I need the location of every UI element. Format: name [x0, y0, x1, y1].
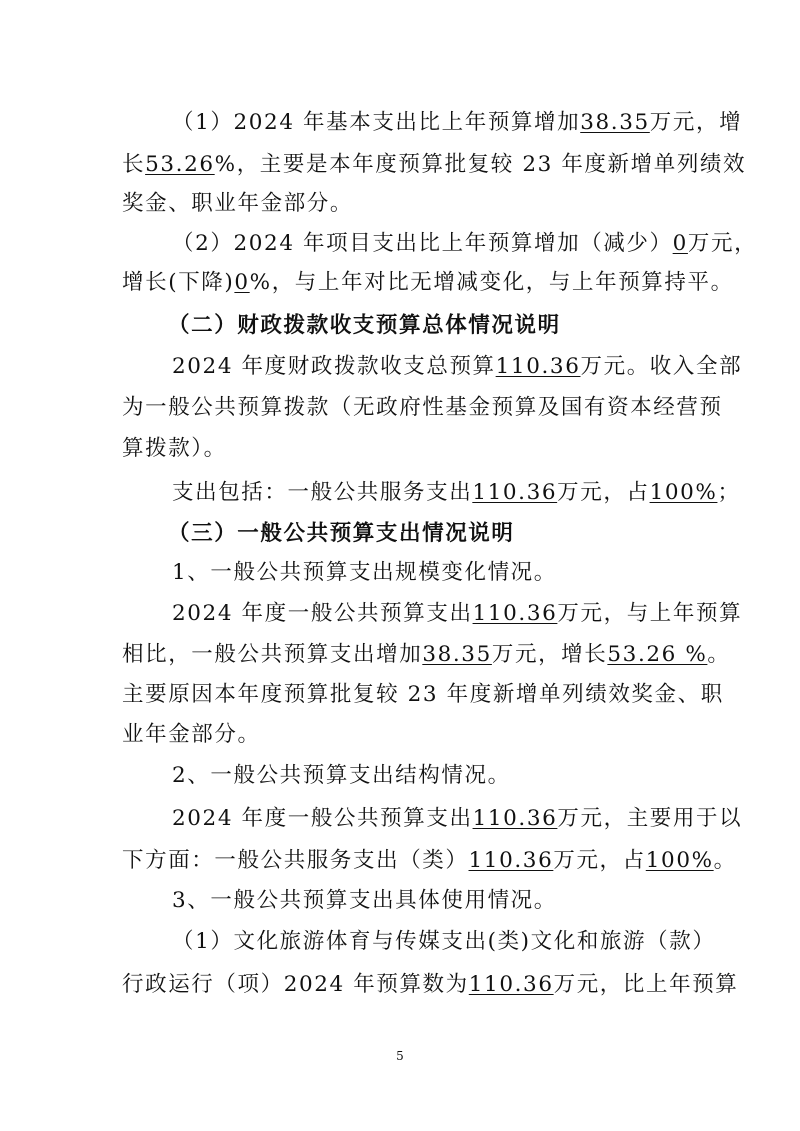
underlined-value: 110.36	[472, 601, 558, 626]
paragraph-line	[172, 351, 742, 383]
underlined-value: 110.36	[495, 354, 581, 379]
text-segment: 增长(下降)	[122, 270, 235, 295]
underlined-value: 110.36	[468, 972, 554, 997]
paragraph-line	[122, 267, 734, 299]
underlined-value: 53.26 %	[607, 642, 708, 667]
paragraph-line	[122, 149, 746, 181]
paragraph-line	[122, 969, 738, 1001]
text-segment: 2024 年度财政拨款收支总预算	[172, 354, 496, 379]
underlined-value: 110.36	[468, 848, 554, 873]
paragraph-line	[122, 188, 353, 220]
text-segment: 主要原因本年度预算批复较 23 年度新增单列绩效奖金、职	[122, 682, 724, 707]
section-heading	[168, 518, 515, 550]
paragraph-line	[172, 228, 757, 260]
underlined-value: 100%	[645, 848, 714, 873]
text-segment: 万元，占	[557, 480, 650, 505]
text-segment: （1）2024 年基本支出比上年预算增加	[172, 110, 581, 135]
text-segment: %，主要是本年度预算批复较 23 年度新增单列绩效	[214, 152, 747, 177]
text-segment: 支出包括：一般公共服务支出	[172, 480, 473, 505]
paragraph-line	[172, 926, 715, 958]
heading-text: （三）一般公共预算支出情况说明	[168, 521, 515, 546]
text-segment: 万元，	[687, 231, 758, 256]
underlined-value: 110.36	[472, 480, 558, 505]
underlined-value: 110.36	[472, 806, 558, 831]
text-segment: 奖金、职业年金部分。	[122, 191, 354, 216]
text-segment: 2024 年度一般公共预算支出	[172, 806, 473, 831]
underlined-value: 38.35	[580, 110, 650, 135]
text-segment: 3、一般公共预算支出具体使用情况。	[172, 888, 557, 913]
text-segment: 。	[713, 848, 737, 873]
paragraph-line	[172, 477, 741, 509]
text-segment: （1）文化旅游体育与传媒支出(类)文化和旅游（款）	[172, 929, 716, 954]
paragraph-line	[122, 719, 261, 751]
paragraph-line	[172, 803, 742, 835]
paragraph-line	[122, 392, 723, 424]
paragraph-line	[122, 679, 724, 711]
underlined-value: 53.26	[145, 152, 215, 177]
text-segment: 1、一般公共预算支出规模变化情况。	[172, 560, 557, 585]
text-segment: 万元。收入全部	[580, 354, 743, 379]
text-segment: 万元，增	[649, 110, 743, 135]
text-segment: 为一般公共预算拨款（无政府性基金预算及国有资本经营预	[122, 395, 723, 420]
text-segment: （2）2024 年项目支出比上年预算增加（减少）	[172, 231, 673, 256]
text-segment: 2、一般公共预算支出结构情况。	[172, 763, 511, 788]
underlined-value: 0	[234, 270, 250, 295]
text-segment: 算拨款）。	[122, 436, 227, 461]
text-segment: 万元，与上年预算	[557, 601, 743, 626]
paragraph-line	[122, 433, 227, 465]
paragraph-line	[172, 760, 511, 792]
paragraph-line	[122, 639, 731, 671]
text-segment: 万元，增长	[491, 642, 608, 667]
section-heading	[168, 310, 561, 342]
text-segment: 行政运行（项）2024 年预算数为	[122, 972, 469, 997]
underlined-value: 38.35	[422, 642, 492, 667]
paragraph-line	[172, 598, 742, 630]
text-segment: 业年金部分。	[122, 722, 261, 747]
paragraph-line	[172, 107, 742, 139]
text-segment: 万元，比上年预算	[553, 972, 739, 997]
underlined-value: 100%	[649, 480, 718, 505]
paragraph-line	[172, 557, 557, 589]
paragraph-line	[122, 845, 737, 877]
text-segment: 长	[122, 152, 146, 177]
text-segment: %，与上年对比无增减变化，与上年预算持平。	[249, 270, 734, 295]
text-segment: 下方面：一般公共服务支出（类）	[122, 848, 469, 873]
text-segment: ；	[717, 480, 741, 505]
underlined-value: 0	[672, 231, 688, 256]
text-segment: 2024 年度一般公共预算支出	[172, 601, 473, 626]
page-number: 5	[396, 1049, 404, 1063]
paragraph-line	[172, 885, 557, 917]
text-segment: 万元，主要用于以	[557, 806, 743, 831]
text-segment: 。	[707, 642, 731, 667]
heading-text: （二）财政拨款收支预算总体情况说明	[168, 313, 561, 338]
text-segment: 相比，一般公共预算支出增加	[122, 642, 423, 667]
text-segment: 万元，占	[553, 848, 646, 873]
